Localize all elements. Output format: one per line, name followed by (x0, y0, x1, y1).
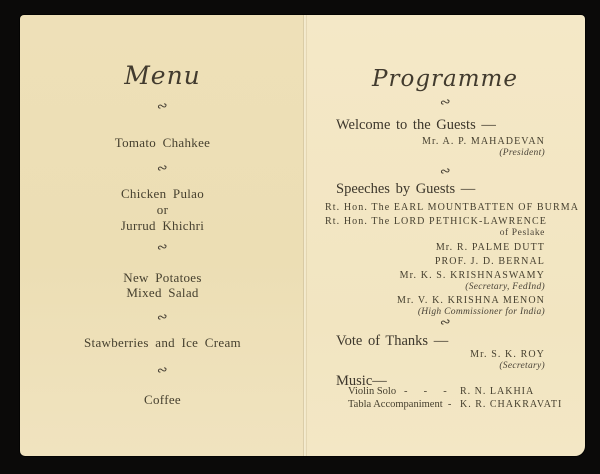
music-dashes: - (447, 398, 452, 410)
speaker-entry (325, 255, 545, 268)
music-dashes: - - - (403, 386, 448, 397)
speaker-role: (High Commissioner for India) (417, 307, 545, 317)
music-row (348, 386, 545, 399)
speeches-list (325, 201, 580, 319)
music-label: Violin Solo - - - (348, 386, 448, 397)
section-heading-speeches: Speeches by Guests — (336, 181, 476, 197)
speaker-role: (Secretary, FedInd) (465, 282, 545, 292)
music-row (348, 398, 563, 412)
section-heading-welcome: Welcome to the Guests — (336, 117, 496, 133)
vote-speaker (325, 348, 545, 372)
menu-item: New Potatoes (123, 270, 202, 285)
section-heading-vote-of-thanks: Vote of Thanks — (336, 333, 449, 349)
speaker-entry (325, 241, 545, 254)
menu-page (20, 15, 305, 456)
menu-item: Stawberries and Ice Cream (84, 335, 241, 350)
music-label: Tabla Accompaniment - (348, 398, 452, 410)
menu-item: Coffee (144, 392, 181, 407)
menu-item: Tomato Chahkee (114, 135, 211, 150)
programme-title: Programme (372, 66, 518, 92)
speaker-role: (Secretary) (499, 361, 545, 371)
speaker-name: Mr. V. K. KRISHNA MENON (396, 295, 545, 306)
divider-ornament: ∾ (438, 163, 452, 180)
divider-ornament: ∾ (438, 314, 452, 331)
divider-ornament: ∾ (155, 239, 170, 256)
menu-item-or: or (156, 202, 169, 217)
divider-ornament: ∾ (155, 362, 170, 379)
speaker-role: (President) (499, 148, 545, 158)
divider-ornament: ∾ (155, 160, 170, 177)
speaker-entry (325, 294, 545, 318)
menu-item: Jurrud Khichri (120, 218, 205, 233)
page-fold (303, 15, 307, 456)
speaker-name: Rt. Hon. The EARL MOUNTBATTEN OF BURMA (325, 202, 580, 213)
menu-card-scan (20, 15, 585, 456)
divider-ornament: ∾ (438, 94, 452, 111)
divider-ornament: ∾ (155, 98, 170, 115)
performer-name: R. N. LAKHIA (460, 386, 535, 397)
menu-item: Chicken Pulao (120, 186, 205, 201)
section-heading-music: Music— (336, 373, 387, 389)
performer-name: K. R. CHAKRAVATI (460, 398, 563, 410)
menu-item: Mixed Salad (126, 285, 199, 300)
speaker-role: of Peslake (499, 228, 545, 238)
welcome-speaker (325, 135, 545, 159)
speaker-entry (325, 269, 545, 293)
speaker-name: Mr. A. P. MAHADEVAN (422, 136, 545, 147)
programme-page (305, 15, 585, 456)
speaker-name: Mr. R. PALME DUTT (435, 242, 545, 253)
speaker-name: Mr. K. S. KRISHNASWAMY (399, 270, 545, 281)
speaker-name: Rt. Hon. The LORD PETHICK-LAWRENCE (325, 216, 547, 227)
music-list (348, 386, 563, 411)
speaker-entry (325, 201, 580, 214)
divider-ornament: ∾ (155, 309, 170, 326)
speaker-entry (325, 215, 545, 239)
speaker-name: PROF. J. D. BERNAL (434, 256, 545, 267)
speaker-name: Mr. S. K. ROY (470, 349, 545, 360)
menu-title: Menu (124, 61, 201, 90)
